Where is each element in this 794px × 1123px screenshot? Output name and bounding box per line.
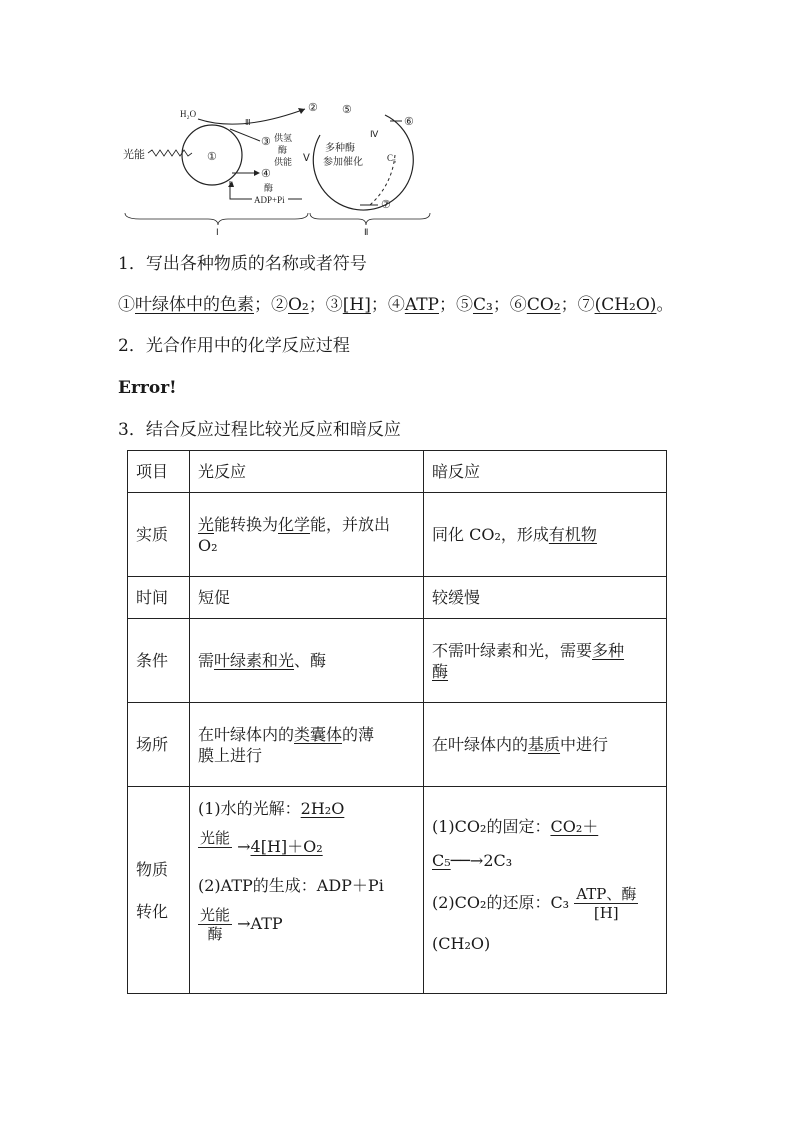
light-cond-frac-1 (198, 829, 232, 866)
light-loc-a: 在叶绿体内的 (198, 724, 295, 744)
header-dark: 暗反应 (424, 451, 667, 493)
dark-conv-1b: CO₂＋ (550, 817, 599, 836)
q1-end: 。 (656, 295, 674, 315)
light-conv-2: (2)ATP的生成：ADP＋Pi (198, 876, 384, 895)
q1-a2: O₂ (288, 295, 309, 315)
q1-a5: C₃ (472, 295, 493, 315)
light-cond-b: 叶绿素和光 (214, 651, 295, 670)
label-n5: ⑤ (342, 104, 352, 116)
dark-conv-1: (1)CO₂的固定： (432, 817, 551, 836)
light-conv-cond2-bot: 酶 (207, 925, 223, 943)
q1-n1: ① (118, 295, 135, 315)
row-label-time: 时间 (128, 577, 190, 619)
light-essence-c: 化学 (278, 514, 311, 534)
multi-enzyme-label-1: 多种酶 (325, 143, 355, 154)
light-essence-e: O₂ (198, 535, 218, 555)
dark-conv-1d: 2C₃ (483, 851, 513, 870)
light-label: 光能 (123, 149, 145, 161)
supply-energy-label: 供能 (274, 157, 293, 167)
q1-sep5: ；⑥ (492, 295, 527, 315)
conv-label-b: 转化 (136, 901, 169, 921)
row-label-condition: 条件 (128, 619, 190, 703)
light-conv-cond: 光能 (200, 829, 231, 847)
light-essence-d: 能，并放出 (310, 514, 391, 534)
conv-label-a: 物质 (136, 859, 169, 879)
q1-sep6: ；⑦ (560, 295, 595, 315)
dark-cond-b: 多种 (592, 640, 625, 660)
label-III: Ⅲ (245, 118, 251, 127)
comparison-table (127, 450, 667, 994)
q1-a4: ATP (404, 295, 439, 315)
dark-time-cell: 较缓慢 (424, 577, 667, 619)
dark-essence-a: 同化 CO₂，形成 (432, 525, 549, 544)
label-n1: ① (207, 151, 217, 163)
light-cond-c: 、酶 (294, 651, 327, 670)
dark-cond-a: 不需叶绿素和光，需要 (432, 640, 593, 660)
light-location-cell (190, 703, 424, 787)
q1-a1: 叶绿体中的色素 (135, 295, 254, 315)
header-item: 项目 (128, 451, 190, 493)
dark-conv-1c: C₅ (432, 851, 451, 870)
table-row-condition (128, 619, 667, 703)
dark-condition-cell (424, 619, 667, 703)
q2-title: 2．光合作用中的化学反应过程 (118, 336, 350, 356)
dark-cond-c: 酶 (432, 661, 449, 681)
dark-essence-cell (424, 493, 667, 577)
enzyme-label-1: 酶 (278, 145, 288, 155)
c5-label: C₅ (387, 153, 397, 163)
enzyme-label-2: 酶 (264, 183, 274, 193)
q3-title: 3．结合反应过程比较光反应和暗反应 (118, 420, 401, 440)
q1-sep4: ；⑤ (438, 295, 473, 315)
q1-a3: [H] (342, 295, 371, 315)
q1-answers (118, 293, 673, 317)
table-header-row (128, 451, 667, 493)
row-label-essence: 实质 (128, 493, 190, 577)
light-essence-cell (190, 493, 424, 577)
photosynthesis-diagram (120, 95, 440, 240)
q2-error: Error! (118, 378, 177, 398)
label-IV: Ⅳ (370, 129, 379, 139)
label-V: Ⅴ (303, 153, 310, 164)
light-conv-1: (1)水的光解： (198, 799, 301, 818)
light-essence-b: 能转换为 (214, 514, 279, 534)
light-condition-cell (190, 619, 424, 703)
label-n3: ③ (261, 136, 271, 148)
dark-essence-b: 有机物 (548, 525, 597, 544)
header-light: 光反应 (190, 451, 424, 493)
q1-sep3: ；④ (370, 295, 405, 315)
supply-h-label: 供氢 (274, 133, 293, 143)
q1-a6: CO₂ (526, 295, 561, 315)
q1-a7: (CH₂O) (594, 295, 657, 315)
dark-conv-2: (2)CO₂的还原：C₃ (432, 893, 570, 912)
dark-conversion-cell: (1)CO₂的固定：CO₂＋ C₅──→2C₃ (2)CO₂的还原：C₃ $\frac{\text{ATP、酶}}{[H]}$ (CH₂O) (424, 787, 667, 994)
light-conversion-cell: (1)水的光解：2H₂O 光能 →4[H]＋O₂ (2)ATP的生成：ADP＋Pi $\frac{\text{光能}}{\text{酶}}$ →ATP (190, 787, 424, 994)
light-conv-cond2-top: 光能 (200, 906, 231, 924)
light-cond-a: 需 (198, 651, 215, 670)
dark-conv-2c: (CH₂O) (432, 934, 491, 953)
dark-loc-a: 在叶绿体内的 (432, 735, 529, 754)
label-n2: ② (308, 102, 318, 114)
table-row-conversion (128, 787, 667, 994)
label-II: Ⅱ (364, 227, 369, 237)
dark-cond-frac (574, 885, 638, 922)
light-wave-line (148, 150, 192, 156)
dark-location-cell (424, 703, 667, 787)
label-n4: ④ (261, 168, 271, 180)
label-I: Ⅰ (216, 227, 219, 237)
light-loc-d: 膜上进行 (198, 745, 263, 765)
table-row-location (128, 703, 667, 787)
q1-sep1: ；② (254, 295, 288, 315)
light-conv-2c: ATP (250, 914, 283, 933)
dark-loc-c: 中进行 (560, 735, 609, 754)
light-cond-frac-2 (198, 906, 232, 943)
light-time-cell: 短促 (190, 577, 424, 619)
multi-enzyme-label-2: 参加催化 (323, 157, 363, 168)
light-essence-a: 光 (198, 514, 215, 534)
q1-title: 1．写出各种物质的名称或者符号 (118, 254, 367, 274)
h2o-label: H₂O (180, 109, 197, 119)
table-row-essence (128, 493, 667, 577)
label-n7: ⑦ (381, 199, 391, 211)
adp-label: ADP+Pi (254, 195, 285, 205)
table-row-time (128, 577, 667, 619)
light-loc-c: 的薄 (342, 724, 375, 744)
row-label-location: 场所 (128, 703, 190, 787)
q1-sep2: ；③ (308, 295, 343, 315)
dark-conv-cond-top: ATP、酶 (576, 885, 637, 903)
dark-loc-b: 基质 (528, 735, 561, 754)
light-conv-1c: 4[H]＋O₂ (250, 837, 323, 856)
light-loc-b: 类囊体 (294, 724, 343, 744)
dark-conv-cond-bot: [H] (593, 904, 619, 922)
light-conv-1b: 2H₂O (300, 799, 345, 818)
label-n6: ⑥ (404, 116, 414, 128)
row-label-conversion (128, 787, 190, 994)
